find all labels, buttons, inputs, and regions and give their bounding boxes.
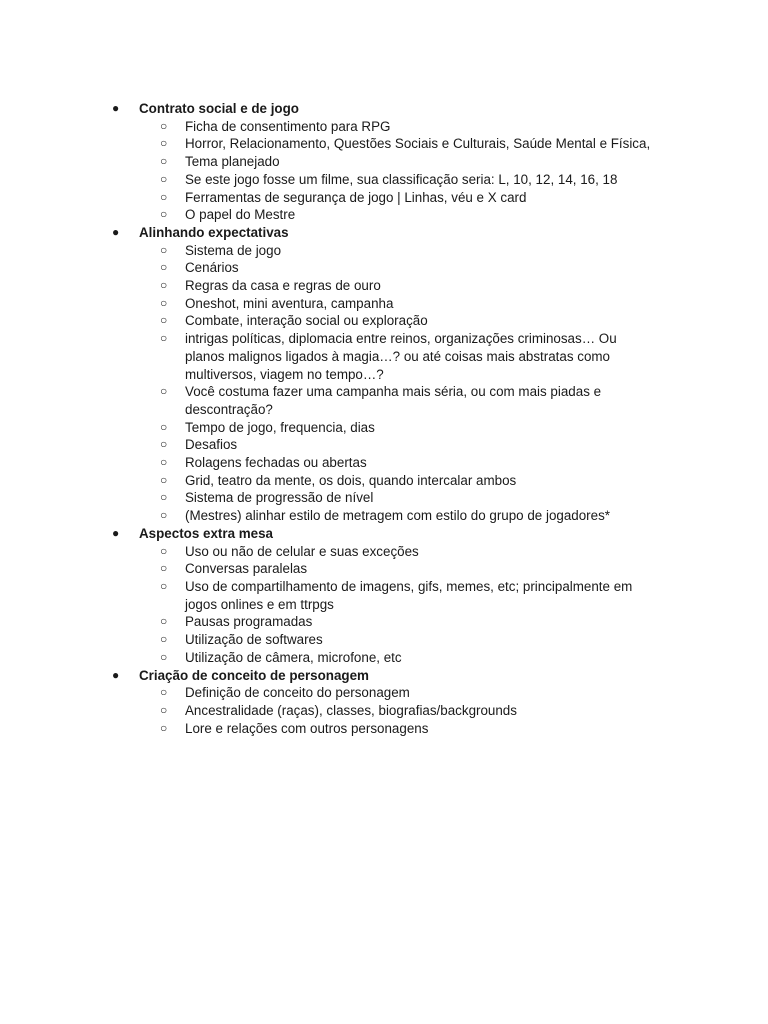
list-item-text: Ancestralidade (raças), classes, biografias/backgrounds [185, 702, 517, 718]
filled-bullet-icon: ● [112, 525, 120, 540]
list-item [160, 277, 652, 295]
list-item [160, 720, 652, 738]
hollow-bullet-icon: ○ [160, 313, 168, 328]
list-item-text: Horror, Relacionamento, Questões Sociais e Culturais, Saúde Mental e Física, [185, 136, 651, 152]
hollow-bullet-icon: ○ [160, 384, 168, 399]
list-item [160, 436, 652, 454]
list-item-text: Regras da casa e regras de ouro [185, 278, 381, 294]
sub-list [112, 543, 652, 667]
list-item-text: Grid, teatro da mente, os dois, quando intercalar ambos [185, 472, 517, 488]
section-heading [112, 667, 652, 685]
list-item [160, 206, 652, 224]
list-item-text: Definição de conceito do personagem [185, 685, 410, 701]
list-item [160, 242, 652, 260]
list-item [160, 454, 652, 472]
list-item [160, 312, 652, 330]
outline-list [112, 100, 652, 737]
hollow-bullet-icon: ○ [160, 649, 168, 664]
filled-bullet-icon: ● [112, 667, 120, 682]
list-item-text: Ferramentas de segurança de jogo | Linhas, véu e X card [185, 189, 527, 205]
list-item-text: Sistema de jogo [185, 242, 282, 258]
outline-section [112, 100, 652, 224]
list-item [160, 702, 652, 720]
sub-list [112, 118, 652, 224]
hollow-bullet-icon: ○ [160, 508, 168, 523]
list-item-text: Desafios [185, 437, 238, 453]
list-item-text: Tempo de jogo, frequencia, dias [185, 419, 375, 435]
hollow-bullet-icon: ○ [160, 632, 168, 647]
outline-section [112, 224, 652, 525]
list-item [160, 613, 652, 631]
hollow-bullet-icon: ○ [160, 437, 168, 452]
list-item [160, 295, 652, 313]
hollow-bullet-icon: ○ [160, 242, 168, 257]
outline-section [112, 667, 652, 738]
hollow-bullet-icon: ○ [160, 561, 168, 576]
list-item [160, 578, 652, 613]
hollow-bullet-icon: ○ [160, 171, 168, 186]
list-item-text: Uso ou não de celular e suas exceções [185, 543, 419, 559]
sub-list [112, 684, 652, 737]
hollow-bullet-icon: ○ [160, 331, 168, 346]
section-title: Contrato social e de jogo [139, 101, 299, 116]
section-heading [112, 100, 652, 118]
hollow-bullet-icon: ○ [160, 543, 168, 558]
hollow-bullet-icon: ○ [160, 578, 168, 593]
section-title: Aspectos extra mesa [139, 525, 273, 541]
list-item [160, 472, 652, 490]
list-item-text: intrigas políticas, diplomacia entre reinos, organizações criminosas… Ou planos malignos ligados à magia…? ou até coisas mais abstratas como multiversos, viagem no tempo…? [185, 331, 617, 382]
list-item-text: Você costuma fazer uma campanha mais séria, ou com mais piadas e descontração? [185, 384, 602, 417]
list-item-text: Sistema de progressão de nível [185, 490, 374, 506]
list-item-text: Oneshot, mini aventura, campanha [185, 295, 394, 311]
list-item [160, 153, 652, 171]
list-item [160, 189, 652, 207]
list-item [160, 259, 652, 277]
filled-bullet-icon: ● [112, 224, 120, 239]
list-item [160, 118, 652, 136]
list-item [160, 543, 652, 561]
list-item [160, 171, 652, 189]
list-item [160, 419, 652, 437]
hollow-bullet-icon: ○ [160, 419, 168, 434]
section-title: Alinhando expectativas [139, 224, 289, 240]
list-item [160, 684, 652, 702]
list-item [160, 560, 652, 578]
hollow-bullet-icon: ○ [160, 472, 168, 487]
hollow-bullet-icon: ○ [160, 720, 168, 735]
list-item-text: Utilização de câmera, microfone, etc [185, 649, 402, 665]
hollow-bullet-icon: ○ [160, 278, 168, 293]
hollow-bullet-icon: ○ [160, 207, 168, 222]
list-item [160, 507, 652, 525]
list-item [160, 489, 652, 507]
section-heading [112, 224, 652, 242]
hollow-bullet-icon: ○ [160, 260, 168, 275]
list-item [160, 383, 652, 418]
list-item-text: Utilização de softwares [185, 632, 323, 648]
list-item-text: Tema planejado [185, 154, 280, 170]
list-item-text: Lore e relações com outros personagens [185, 720, 429, 736]
hollow-bullet-icon: ○ [160, 295, 168, 310]
list-item-text: Conversas paralelas [185, 561, 308, 577]
section-heading [112, 525, 652, 543]
list-item [160, 649, 652, 667]
outline-section [112, 525, 652, 667]
list-item-text: O papel do Mestre [185, 207, 296, 223]
list-item-text: (Mestres) alinhar estilo de metragem com estilo do grupo de jogadores* [185, 508, 610, 524]
list-item [160, 631, 652, 649]
list-item-text: Se este jogo fosse um filme, sua classificação seria: L, 10, 12, 14, 16, 18 [185, 171, 618, 187]
list-item [160, 135, 652, 153]
hollow-bullet-icon: ○ [160, 702, 168, 717]
list-item-text: Ficha de consentimento para RPG [185, 118, 391, 134]
sub-list [112, 242, 652, 525]
hollow-bullet-icon: ○ [160, 685, 168, 700]
list-item-text: Combate, interação social ou exploração [185, 313, 428, 329]
section-title: Criação de conceito de personagem [139, 667, 369, 683]
hollow-bullet-icon: ○ [160, 136, 168, 151]
hollow-bullet-icon: ○ [160, 614, 168, 629]
hollow-bullet-icon: ○ [160, 455, 168, 470]
list-item-text: Cenários [185, 260, 239, 276]
list-item-text: Pausas programadas [185, 614, 313, 630]
list-item [160, 330, 652, 383]
list-item-text: Uso de compartilhamento de imagens, gifs, memes, etc; principalmente em jogos onlines e em ttrpgs [185, 578, 633, 612]
hollow-bullet-icon: ○ [160, 189, 168, 204]
hollow-bullet-icon: ○ [160, 490, 168, 505]
list-item-text: Rolagens fechadas ou abertas [185, 455, 367, 471]
hollow-bullet-icon: ○ [160, 118, 168, 133]
filled-bullet-icon: ● [112, 101, 120, 115]
hollow-bullet-icon: ○ [160, 154, 168, 169]
